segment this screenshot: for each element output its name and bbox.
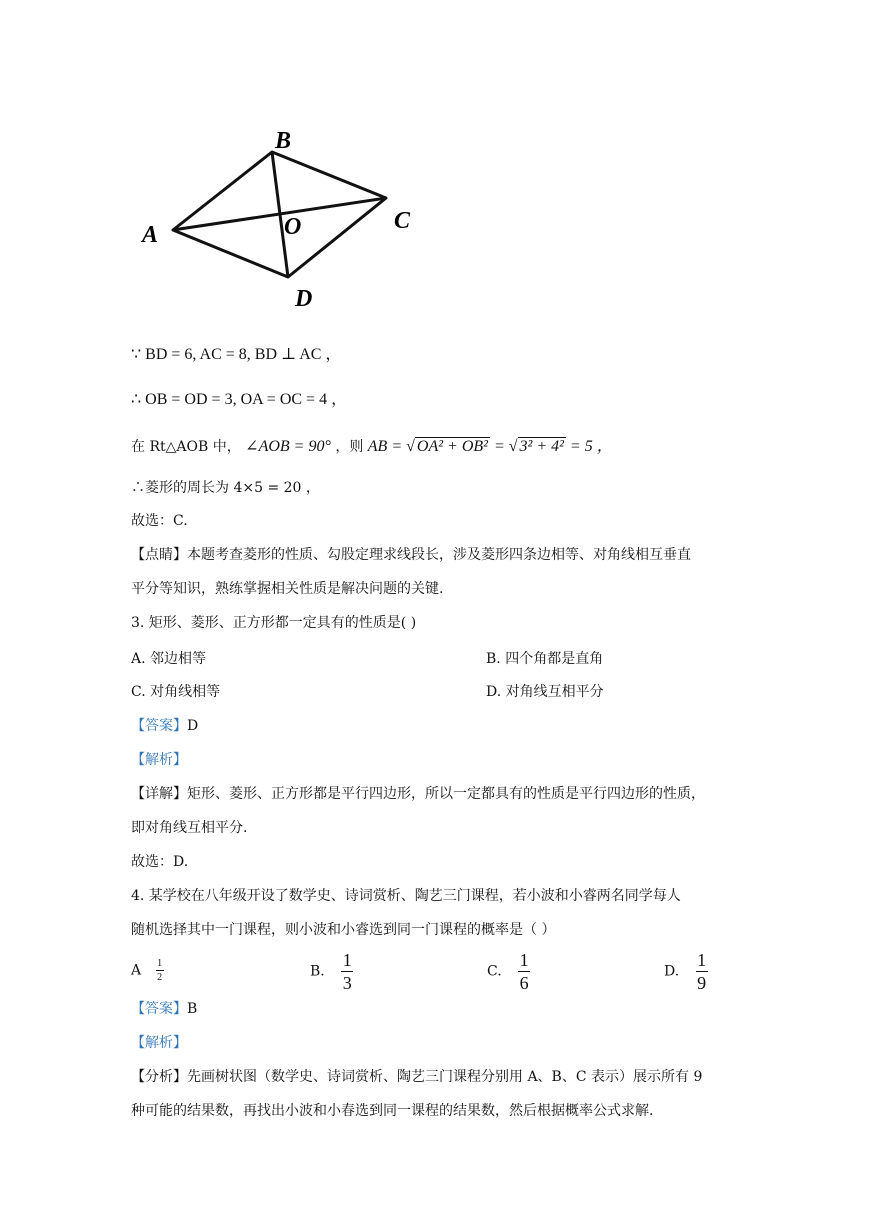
question-4-line-2: 随机选择其中一门课程，则小波和小睿选到同一门课程的概率是（ ） <box>131 922 556 938</box>
answer-3 <box>131 716 198 736</box>
analysis-4-line-2: 种可能的结果数，再找出小波和小春选到同一课程的结果数，然后根据概率公式求解. <box>131 1103 654 1119</box>
given-line: ∵ BD = 6, AC = 8, BD ⊥ AC ， <box>131 346 342 363</box>
therefore-line-1: ∴ OB = OD = 3, OA = OC = 4 ， <box>131 391 348 408</box>
q4-option-a-label: A <box>131 962 142 979</box>
sqrt-term-2: 3² + 4² <box>519 438 564 455</box>
q4-option-a <box>131 958 164 983</box>
rhombus-figure <box>130 120 430 320</box>
label-c: C <box>394 208 411 234</box>
answer-4-value: B <box>187 1001 198 1017</box>
q3-option-a: A. 邻边相等 <box>131 651 207 667</box>
choice-line-2: 故选：C. <box>131 513 188 529</box>
q4-option-b-label: B. <box>310 963 325 980</box>
pythagoras-line: 在 Rt△AOB 中， ∠AOB = 90° ，则 AB = √ OA² + OB² = √ 3² + 4² = 5 ， <box>131 438 613 455</box>
perimeter-line: ∴菱形的周长为 4×5 = 20 ， <box>131 480 320 496</box>
ab-result: = 5 ， <box>565 438 613 455</box>
q4-option-b <box>310 950 353 993</box>
analysis-4-label: 【解析】 <box>131 1035 187 1051</box>
fraction-one-ninth: $\frac{1}{9}$ <box>697 950 707 993</box>
fraction-one-half: $\frac{1}{2}$ <box>157 958 163 983</box>
ab-lhs: AB = <box>367 438 407 455</box>
analysis-3-label: 【解析】 <box>131 752 187 768</box>
question-3: 3. 矩形、菱形、正方形都一定具有的性质是( ) <box>131 615 417 631</box>
q4-option-c <box>487 950 530 993</box>
label-o: O <box>284 214 302 240</box>
q3-option-b: B. 四个角都是直角 <box>486 651 604 667</box>
sqrt-term-1: OA² + OB² <box>416 438 488 455</box>
label-a: A <box>142 222 159 248</box>
answer-4 <box>131 999 197 1019</box>
label-d: D <box>295 286 313 312</box>
answer-label: 【答案】 <box>131 718 187 734</box>
q4-option-c-label: C. <box>487 963 502 980</box>
q3-option-c: C. 对角线相等 <box>131 684 221 700</box>
q3-option-d: D. 对角线互相平分 <box>486 684 604 700</box>
pythagoras-prefix: 在 Rt△AOB 中， <box>131 439 241 455</box>
comment-line-2: 平分等知识，熟练掌握相关性质是解决问题的关键. <box>131 581 444 597</box>
q4-option-d-label: D. <box>664 963 680 980</box>
detail-line-2: 即对角线互相平分. <box>131 820 248 836</box>
fraction-one-third: $\frac{1}{3}$ <box>342 950 352 993</box>
answer-4-label: 【答案】 <box>131 1001 187 1017</box>
fraction-one-sixth: $\frac{1}{6}$ <box>519 950 529 993</box>
then-text: ，则 <box>335 439 364 455</box>
question-4-line-1: 4. 某学校在八年级开设了数学史、诗词赏析、陶艺三门课程，若小波和小睿两名同学每人 <box>131 888 681 904</box>
answer-value: D <box>187 718 199 734</box>
comment-line-1: 【点睛】本题考查菱形的性质、勾股定理求线段长，涉及菱形四条边相等、对角线相互垂直 <box>131 547 691 563</box>
label-b: B <box>275 128 292 154</box>
q4-option-d <box>664 950 708 993</box>
choice-line-3: 故选：D. <box>131 854 189 870</box>
detail-line-1: 【详解】矩形、菱形、正方形都是平行四边形，所以一定都具有的性质是平行四边形的性质， <box>131 786 705 802</box>
analysis-4-line-1: 【分析】先画树状图（数学史、诗词赏析、陶艺三门课程分别用 A、B、C 表示）展示所有 9 <box>131 1069 703 1085</box>
eq-sign: = <box>489 438 509 455</box>
angle-aob: ∠AOB = 90° <box>245 438 331 455</box>
